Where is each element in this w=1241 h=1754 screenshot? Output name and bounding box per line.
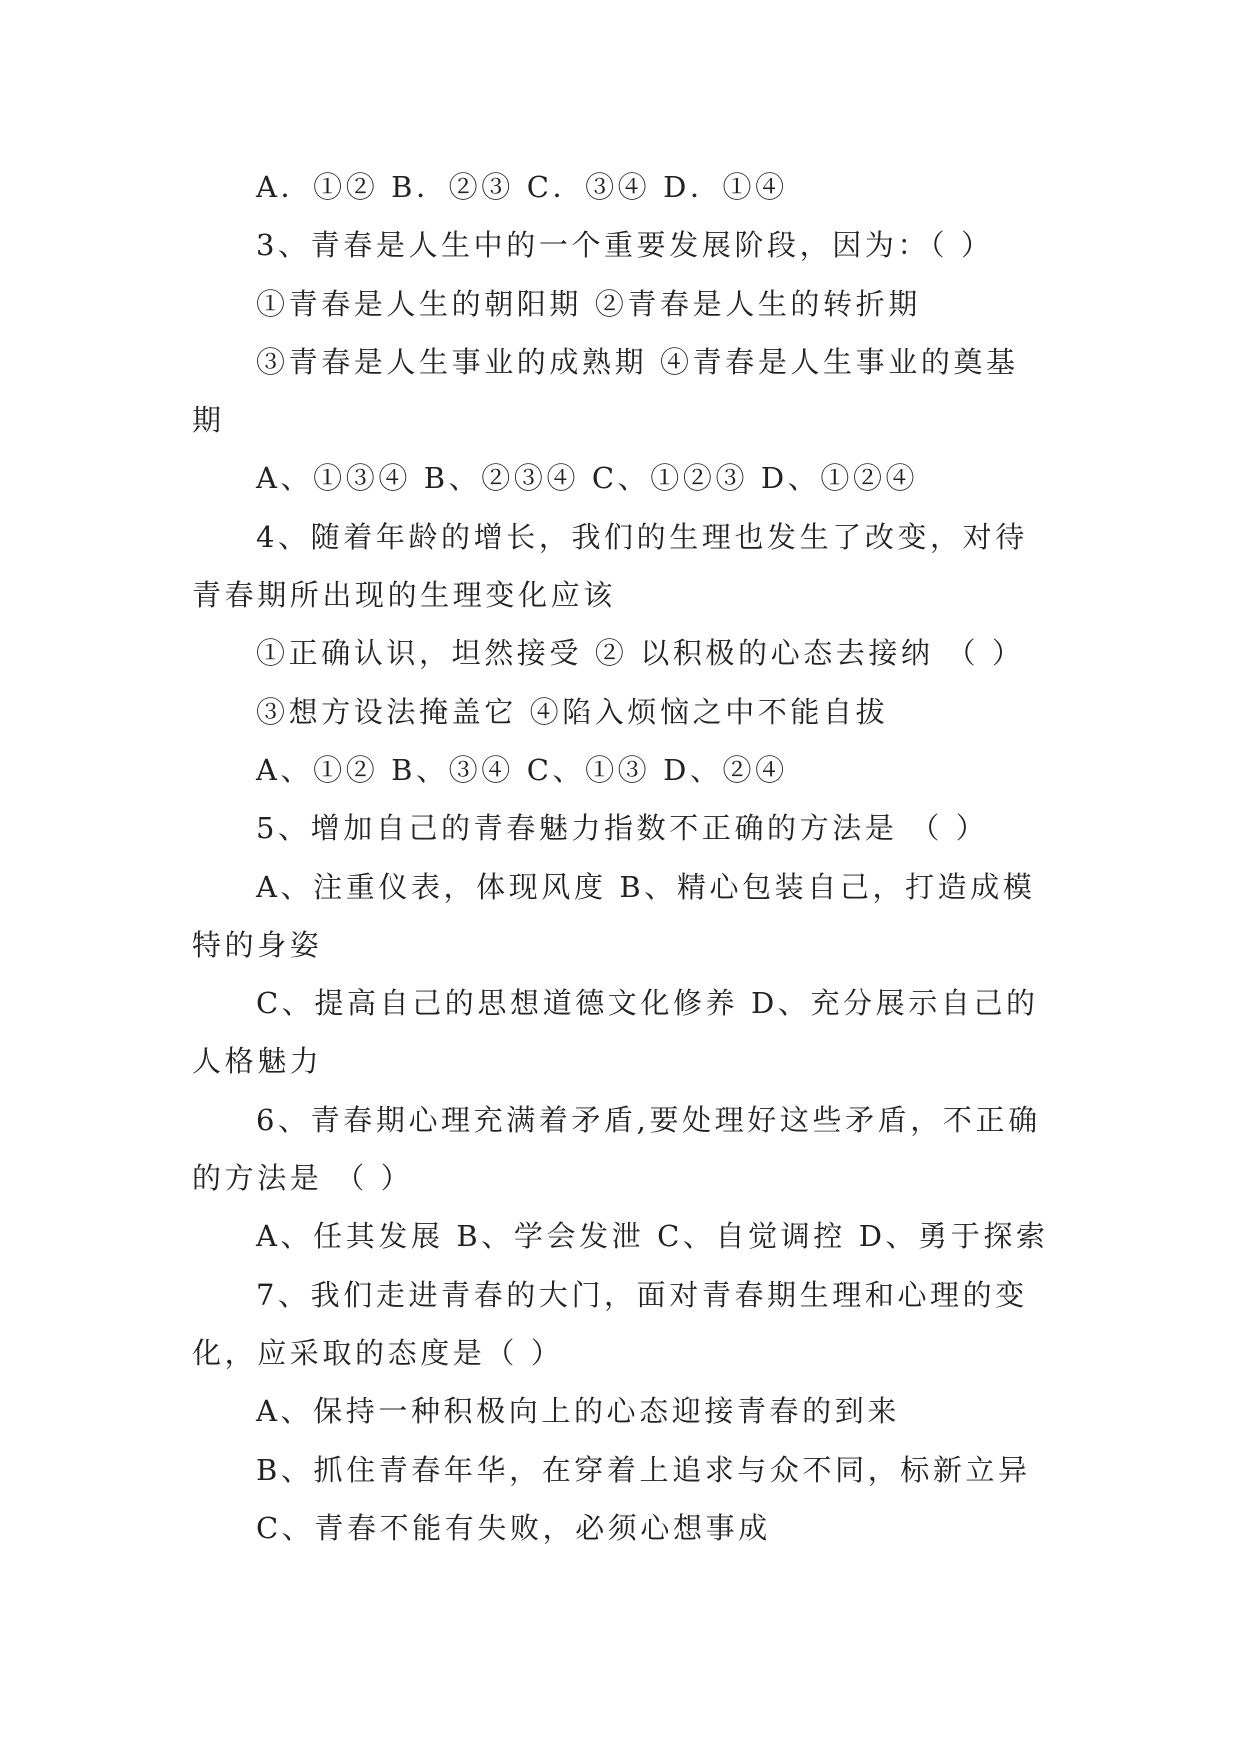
text-line: 人格魅力	[192, 1044, 323, 1079]
text-line: 青春期所出现的生理变化应该	[192, 578, 616, 613]
text-line: A、任其发展 B、学会发泄 C、自觉调控 D、勇于探索	[256, 1219, 1049, 1254]
text-line: 期	[192, 403, 225, 438]
text-line: A、①② B、③④ C、①③ D、②④	[256, 752, 788, 787]
text-line: 4、随着年龄的增长，我们的生理也发生了改变，对待	[256, 519, 1028, 554]
text-line: A、①③④ B、②③④ C、①②③ D、①②④	[256, 461, 919, 496]
text-line: 特的身姿	[192, 927, 323, 962]
text-line: 化，应采取的态度是（ ）	[192, 1335, 564, 1370]
text-line: 的方法是 （ ）	[192, 1161, 414, 1196]
text-line: ①正确认识，坦然接受 ② 以积极的心态去接纳 （ ）	[256, 636, 1025, 671]
text-line: A．①② B．②③ C．③④ D．①④	[256, 170, 788, 204]
text-line: ③青春是人生事业的成熟期 ④青春是人生事业的奠基	[256, 344, 1019, 379]
question-text-block	[192, 158, 1072, 1557]
text-line: 7、我们走进青春的大门，面对青春期生理和心理的变	[256, 1277, 1028, 1312]
text-line: C、青春不能有失败，必须心想事成	[256, 1510, 771, 1545]
text-line: 5、增加自己的青春魅力指数不正确的方法是 （ ）	[256, 811, 989, 846]
text-line: ①青春是人生的朝阳期 ②青春是人生的转折期	[256, 286, 921, 321]
text-line: 3、青春是人生中的一个重要发展阶段，因为：（ ）	[256, 228, 994, 263]
text-line: B、抓住青春年华，在穿着上追求与众不同，标新立异	[256, 1452, 1031, 1487]
text-line: 6、青春期心理充满着矛盾,要处理好这些矛盾，不正确	[256, 1102, 1041, 1137]
text-line: C、提高自己的思想道德文化修养 D、充分展示自己的	[256, 986, 1039, 1021]
text-line: A、注重仪表，体现风度 B、精心包装自己，打造成模	[256, 869, 1036, 904]
text-line: A、保持一种积极向上的心态迎接青春的到来	[256, 1394, 900, 1429]
text-line: ③想方设法掩盖它 ④陷入烦恼之中不能自拔	[256, 694, 889, 729]
